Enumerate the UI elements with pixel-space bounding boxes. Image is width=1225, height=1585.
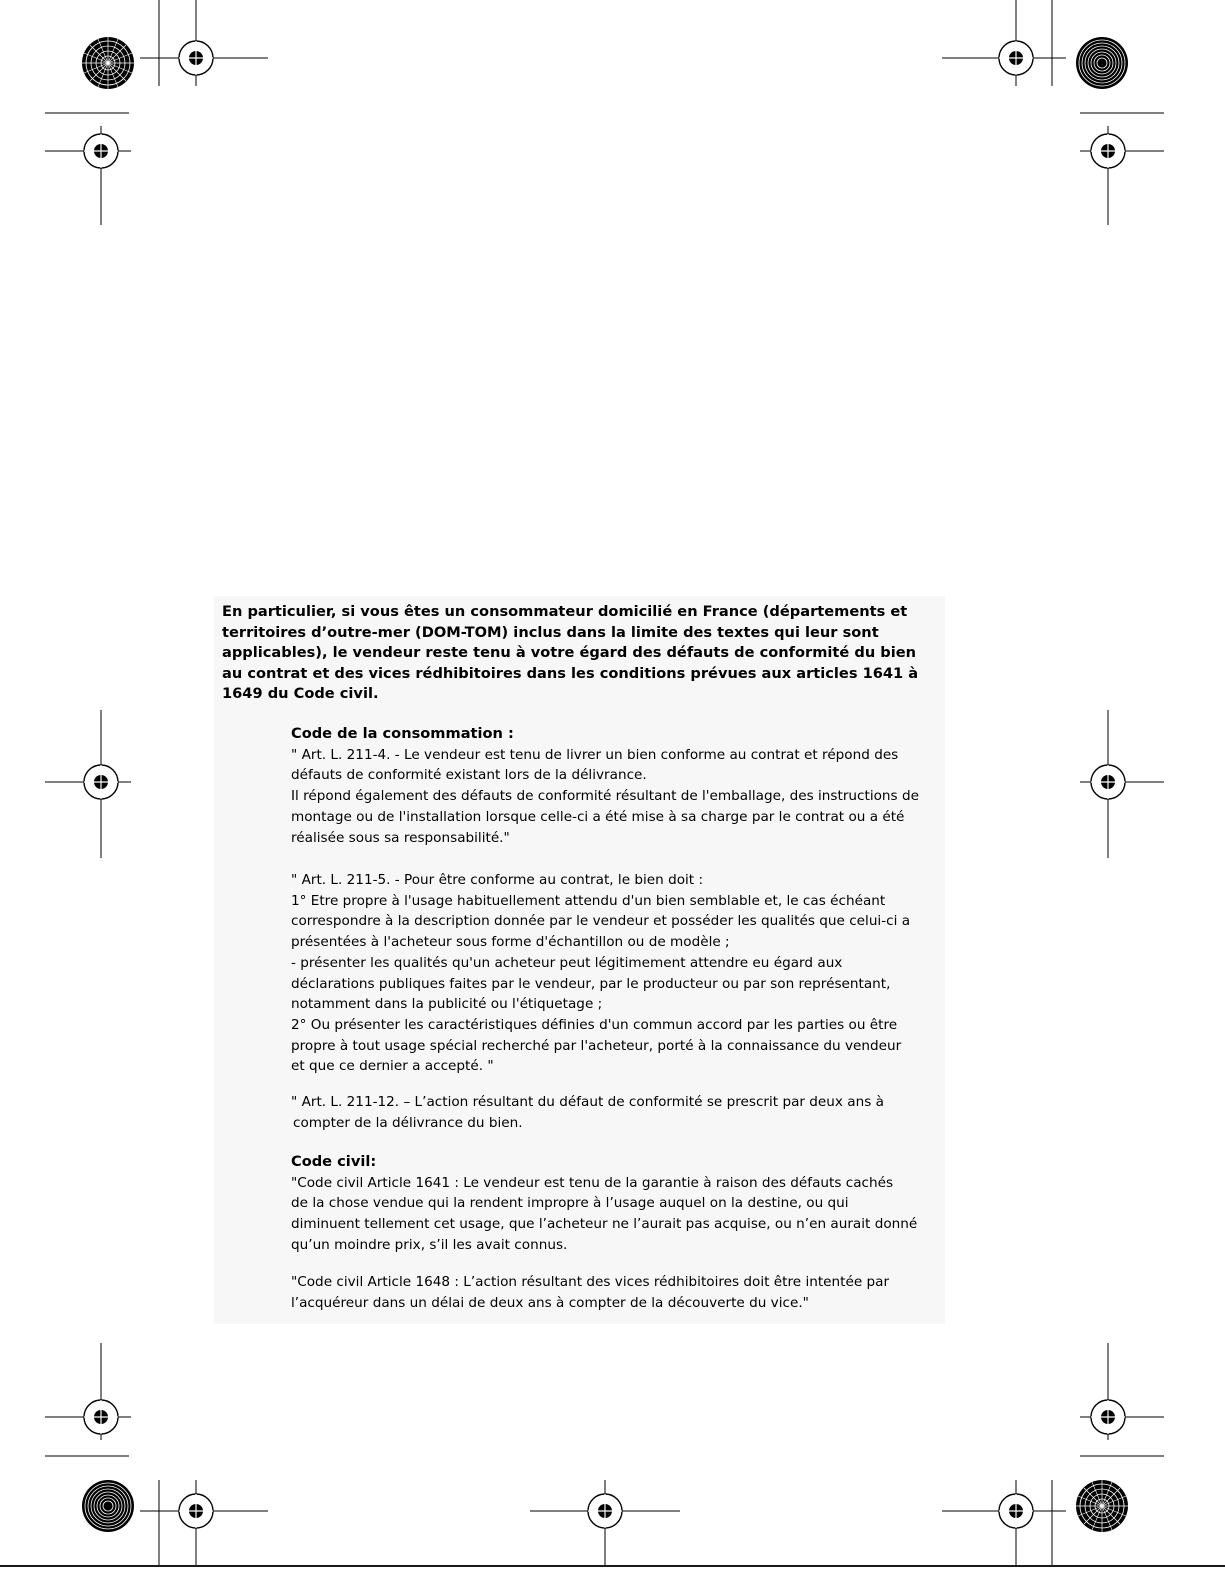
article-line: déclarations publiques faites par le vendeur, par le producteur ou par son représentant, xyxy=(291,975,891,992)
article-211-5 xyxy=(291,870,921,1077)
article-line: montage ou de l'installation lorsque celle-ci a été mise à sa charge par le contrat ou a été xyxy=(291,808,905,825)
article-line: Il répond également des défauts de conformité résultant de l'emballage, des instructions de xyxy=(291,788,919,805)
article-line: "Code civil Article 1641 : Le vendeur est tenu de la garantie à raison des défauts cachés xyxy=(291,1174,894,1191)
article-line: - présenter les qualités qu'un acheteur peut légitimement attendre eu égard aux xyxy=(291,954,843,971)
article-line: et que ce dernier a accepté. " xyxy=(291,1058,494,1075)
article-line: "Code civil Article 1648 : L’action résultant des vices rédhibitoires doit être intentée par xyxy=(291,1274,890,1290)
article-line: qu’un moindre prix, s’il les avait connus. xyxy=(291,1236,568,1253)
article-line: diminuent tellement cet usage, que l’acheteur ne l’aurait pas acquise, ou n’en aurait donné xyxy=(291,1216,918,1233)
consommation-heading: Code de la consommation : xyxy=(291,725,514,742)
article-line: compter de la délivrance du bien. xyxy=(293,1114,523,1131)
article-line: " Art. L. 211-12. – L’action résultant du défaut de conformité se prescrit par deux ans à xyxy=(291,1094,884,1110)
warranty-text-block xyxy=(214,596,945,1324)
article-line: correspondre à la description donnée par le vendeur et posséder les qualités que celui-ci a xyxy=(291,913,911,930)
article-line: 1° Etre propre à l'usage habituellement attendu d'un bien semblable et, le cas échéant xyxy=(291,892,886,909)
article-211-12 xyxy=(291,1092,921,1133)
article-line: propre à tout usage spécial recherché par l'acheteur, porté à la connaissance du vendeur xyxy=(291,1037,902,1054)
article-line: " Art. L. 211-5. - Pour être conforme au contrat, le bien doit : xyxy=(291,872,704,888)
article-line: notamment dans la publicité ou l'étiquetage ; xyxy=(291,996,603,1013)
civil-heading: Code civil: xyxy=(291,1153,377,1170)
civil-section xyxy=(291,1152,921,1256)
article-1648 xyxy=(291,1272,921,1313)
article-line: présentées à l'acheteur sous forme d'échantillon ou de modèle ; xyxy=(291,934,730,951)
article-line: de la chose vendue qui la rendent impropre à l’usage auquel on la destine, ou qui xyxy=(291,1195,849,1212)
intro-line: applicables), le vendeur reste tenu à votre égard des défauts de conformité du bien xyxy=(222,644,917,662)
intro-paragraph xyxy=(222,602,934,705)
article-line: l’acquéreur dans un délai de deux ans à compter de la découverte du vice." xyxy=(291,1294,809,1311)
consommation-section xyxy=(291,724,921,848)
article-line: défauts de conformité existant lors de la délivrance. xyxy=(291,767,647,784)
article-line: 2° Ou présenter les caractéristiques définies d'un commun accord par les parties ou être xyxy=(291,1016,898,1033)
article-line: réalisée sous sa responsabilité." xyxy=(291,829,510,846)
intro-line: 1649 du Code civil. xyxy=(222,685,379,703)
article-line: " Art. L. 211-4. - Le vendeur est tenu de livrer un bien conforme au contrat et répond des xyxy=(291,746,899,763)
intro-line: au contrat et des vices rédhibitoires dans les conditions prévues aux articles 1641 à xyxy=(222,664,919,682)
intro-line: En particulier, si vous êtes un consommateur domicilié en France (départements et xyxy=(222,603,908,620)
intro-line: territoires d’outre-mer (DOM-TOM) inclus dans la limite des textes qui leur sont xyxy=(222,623,879,641)
footer-rule xyxy=(0,1565,1225,1567)
